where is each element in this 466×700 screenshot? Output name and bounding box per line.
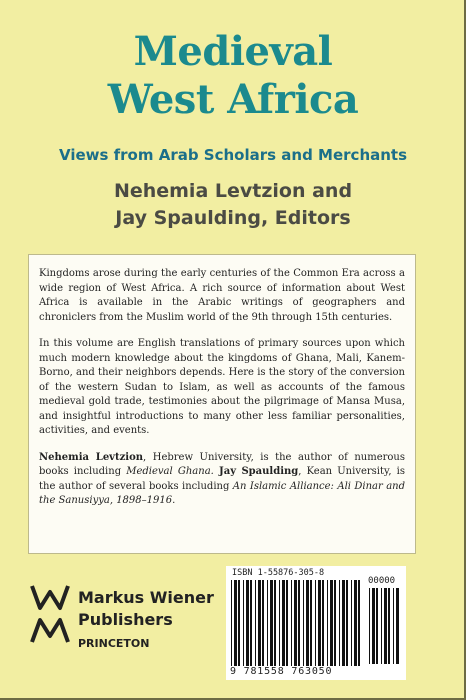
author-bio-2: , Kean University, is the author of several books including [39,466,405,492]
title-line-1: Medieval [133,28,333,75]
barcode-addon-icon [368,588,402,664]
blurb-box [28,254,416,554]
blurb-paragraph-2: In this volume are English translations of primary sources upon which much modern knowledge about the kingdoms of Ghana, Mali, Kanem-Borno, and their neighbors depends. Here is the story of the conversion of the western Sudan to Islam, as well as accounts of the famous medieval gold trade, testimonies about the pilgrimage of Mansa Musa, and insightful introductions to many other less familiar personalities, activities, and events. [39,338,405,436]
barcode-number: 9 781558 763050 [230,666,333,677]
publisher-logo-icon [28,582,72,646]
editors-line-2: Jay Spaulding, Editors [115,207,351,229]
blurb-paragraph-1: Kingdoms arose during the early centuries of the Common Era across a wide region of West Africa. A rich source of information about West Africa is available in the Arabic writings of geographers and chroniclers from the Muslim world of the 9th through 15th centuries. [39,268,405,323]
editors-line-1: Nehemia Levtzion and [113,180,353,202]
publisher-name-line-2: Publishers [78,610,173,629]
isbn-text: ISBN 1-55876-305-8 [232,568,325,578]
author-name-1: Nehemia Levtzion [39,451,144,463]
blurb-paragraph-3 [39,451,405,509]
subtitle: Views from Arab Scholars and Merchants [58,146,408,164]
title-line-2: West Africa [107,76,359,123]
barcode-main-icon [230,580,364,666]
barcode-area [226,566,406,680]
author-bio-1: , Hebrew University, is the author of numerous books including [39,451,405,477]
book-title-1: Medieval Ghana. [126,466,214,477]
publisher-city: PRINCETON [78,637,150,650]
publisher-name-line-1: Markus Wiener [78,588,214,607]
price-code: 00000 [368,576,396,586]
author-name-2: Jay Spaulding [218,466,299,477]
book-title-2: An Islamic Alliance: Ali Dinar and the Sanusiyya, 1898–1916. [39,480,406,506]
